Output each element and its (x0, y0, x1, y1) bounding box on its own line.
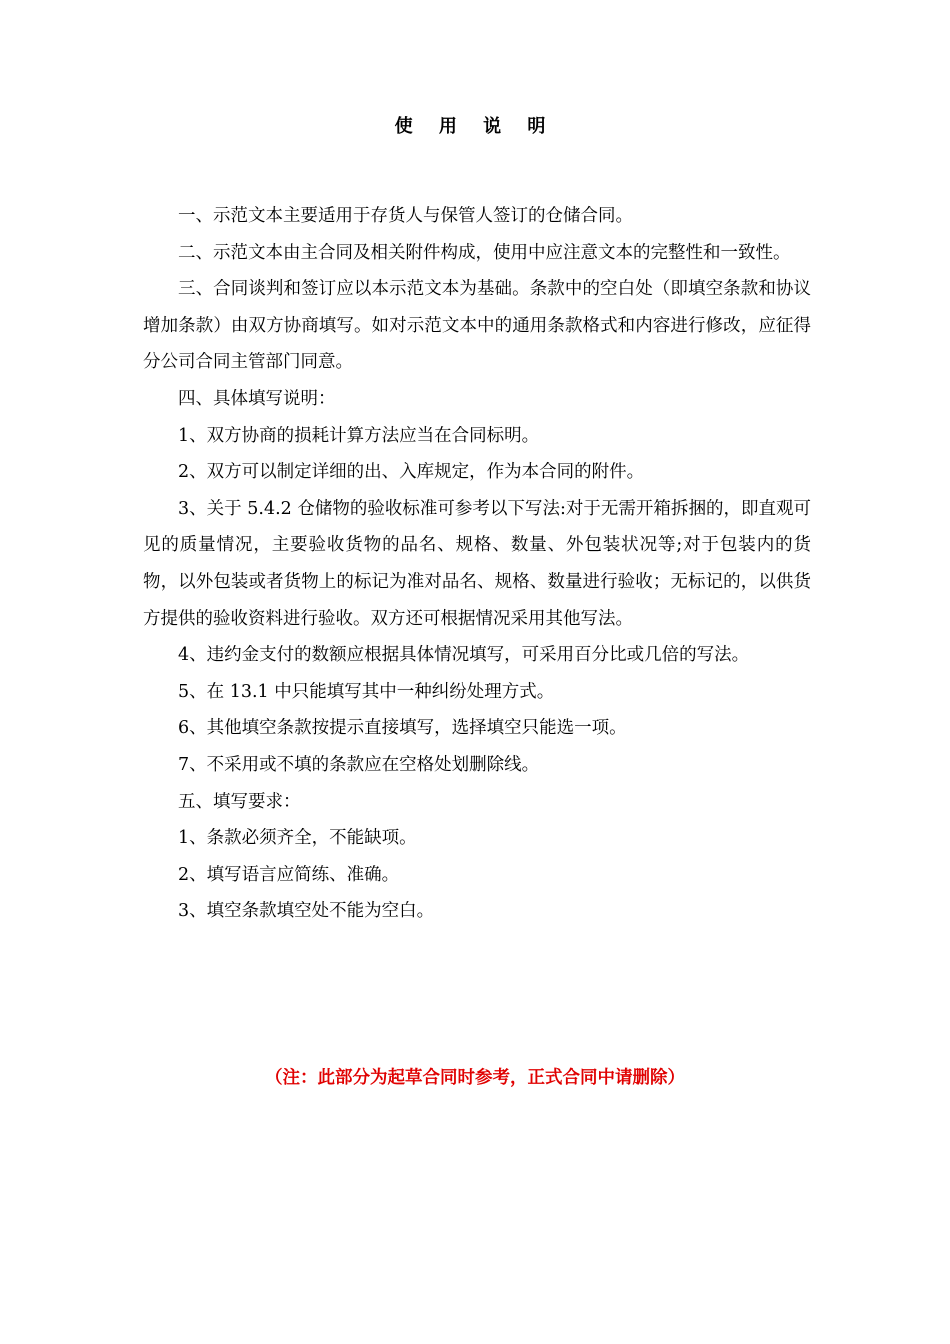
requirement-item-1: 1、条款必须齐全，不能缺项。 (178, 828, 417, 849)
page-title: 使 用 说 明 (394, 116, 556, 137)
instructions-body (143, 198, 811, 930)
fill-item-1: 1、双方协商的损耗计算方法应当在合同标明。 (178, 425, 540, 446)
fill-item-6: 6、其他填空条款按提示直接填写，选择填空只能选一项。 (178, 718, 627, 739)
fill-item-3: 3、关于 5.4.2 仓储物的验收标准可参考以下写法:对于无需开箱拆捆的，即直观可见的质量情况，主要验收货物的品名、规格、数量、外包装状况等;对于包装内的货物，以外包装或者货物上的标记为准对品名、规格、数量进行验收；无标记的，以供货方提供的验收资料进行验收。双方还可根据情况采用其他写法。 (143, 498, 811, 629)
section-heading-fill-requirements: 五、填写要求： (178, 791, 301, 812)
draft-note: （注：此部分为起草合同时参考，正式合同中请删除） (265, 1068, 685, 1088)
requirement-item-3: 3、填空条款填空处不能为空白。 (178, 901, 435, 922)
fill-item-7: 7、不采用或不填的条款应在空格处划删除线。 (178, 754, 540, 775)
section-heading-fill-instructions: 四、具体填写说明： (178, 388, 336, 409)
instruction-paragraph-3: 三、合同谈判和签订应以本示范文本为基础。条款中的空白处（即填空条款和协议增加条款）由双方协商填写。如对示范文本中的通用条款格式和内容进行修改，应征得分公司合同主管部门同意。 (143, 279, 811, 373)
requirement-item-2: 2、填写语言应简练、准确。 (178, 864, 400, 885)
fill-item-4: 4、违约金支付的数额应根据具体情况填写，可采用百分比或几倍的写法。 (178, 645, 750, 666)
fill-item-5: 5、在 13.1 中只能填写其中一种纠纷处理方式。 (178, 681, 555, 702)
fill-item-2: 2、双方可以制定详细的出、入库规定，作为本合同的附件。 (178, 462, 645, 483)
instruction-paragraph-2: 二、示范文本由主合同及相关附件构成，使用中应注意文本的完整性和一致性。 (178, 242, 791, 263)
instruction-paragraph-1: 一、示范文本主要适用于存货人与保管人签订的仓储合同。 (178, 206, 633, 226)
